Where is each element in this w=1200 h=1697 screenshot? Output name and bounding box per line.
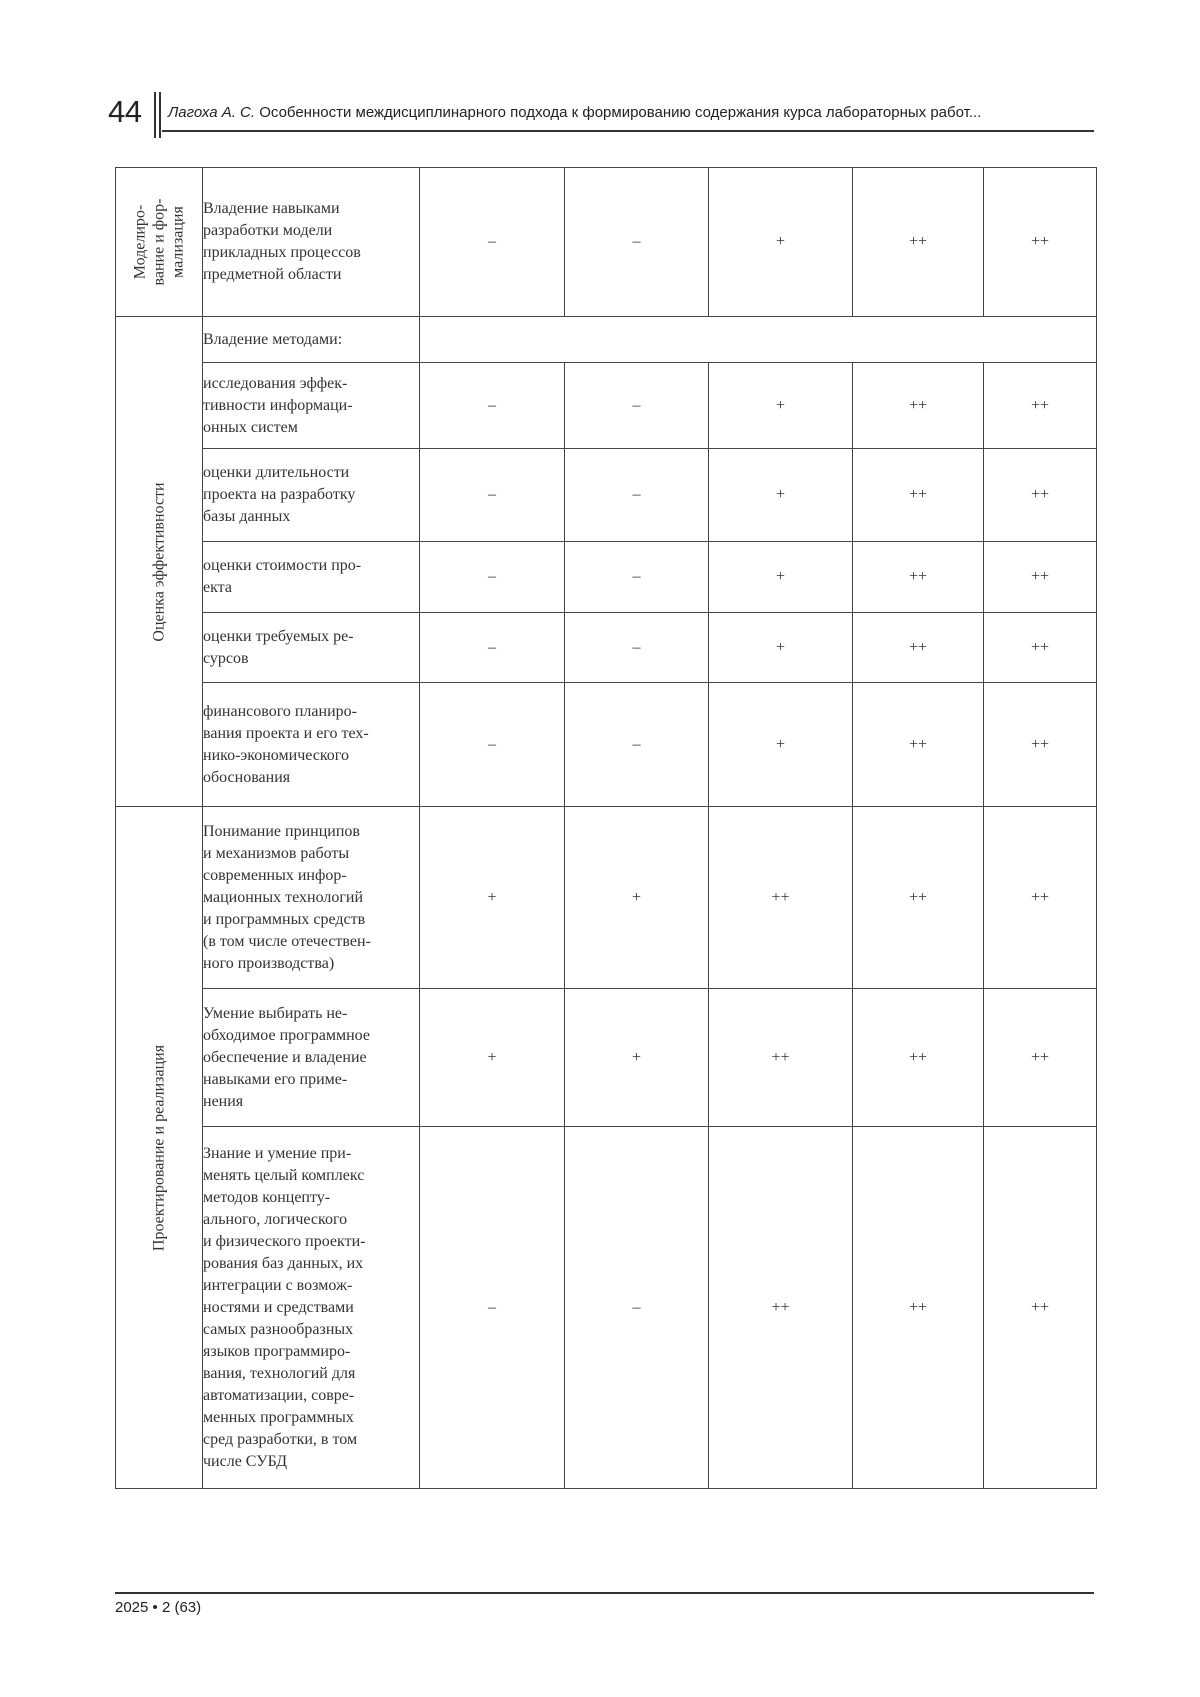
text-line: екта [203, 579, 232, 596]
mark-cell: – [565, 542, 709, 613]
text-line: числе СУБД [203, 1452, 288, 1470]
text-line: онных систем [203, 418, 298, 436]
mark-cell: ++ [853, 363, 984, 449]
text-line: оценки требуемых ре- [203, 627, 354, 645]
text-line: проекта на разработку [203, 486, 356, 503]
mark-cell: + [709, 542, 853, 613]
header-divider-bar [159, 92, 161, 138]
table-row [116, 449, 1097, 542]
category-label [131, 181, 188, 303]
table-row [116, 363, 1097, 449]
mark-cell: ++ [984, 989, 1097, 1127]
mark-cell: ++ [709, 989, 853, 1127]
header-divider-bar [154, 92, 156, 138]
mark-cell: ++ [984, 168, 1097, 317]
text-line: Знание и умение при- [203, 1144, 352, 1162]
text-line: вания проекта и его тех- [203, 724, 369, 742]
mark-cell: ++ [853, 1127, 984, 1489]
text-line: предметной области [203, 266, 342, 283]
mark-cell: ++ [853, 807, 984, 989]
skill-description [203, 807, 420, 989]
text-line: сред разработки, в том [203, 1430, 358, 1448]
mark-cell: – [420, 449, 565, 542]
text-line: Оценка эффективности [150, 481, 168, 642]
mark-cell: ++ [853, 989, 984, 1127]
mark-cell: ++ [853, 542, 984, 613]
page-header [108, 92, 1094, 136]
text-line: финансового планиро- [203, 702, 357, 720]
mark-cell: + [420, 989, 565, 1127]
text-line: обеспечение и владение [203, 1048, 367, 1066]
skill-description [203, 363, 420, 449]
text-line: Моделиро- [131, 204, 149, 280]
skill-description [203, 1127, 420, 1489]
table-row [116, 542, 1097, 613]
text-line: автоматизации, совре- [203, 1386, 355, 1404]
text-line: и физического проекти- [203, 1232, 366, 1250]
running-title-author: Лагоха А. С. [168, 104, 256, 121]
skill-description [203, 613, 420, 683]
text-line: и механизмов работы [203, 844, 350, 862]
text-line: мализация [169, 206, 187, 278]
mark-cell: ++ [984, 683, 1097, 807]
mark-cell: + [709, 683, 853, 807]
text-line: тивности информаци- [203, 396, 353, 414]
running-title-text: Особенности междисциплинарного подхода к формированию содержания курса лабораторных работ... [259, 104, 982, 121]
mark-cell: – [420, 542, 565, 613]
text-line: ного производства) [203, 954, 335, 972]
mark-cell: ++ [984, 613, 1097, 683]
mark-cell: ++ [984, 363, 1097, 449]
mark-cell: ++ [709, 1127, 853, 1489]
text-line: нико-экономического [203, 746, 349, 764]
mark-cell: + [709, 363, 853, 449]
text-line: навыками его приме- [203, 1070, 348, 1088]
mark-cell: + [420, 807, 565, 989]
skill-description [203, 168, 420, 317]
text-line: (в том числе отечествен- [203, 932, 371, 950]
text-line: обходимое программное [203, 1026, 370, 1044]
text-line: и программных средств [203, 910, 366, 928]
mark-cell: + [709, 613, 853, 683]
competency-table [115, 167, 1097, 1489]
table-row [116, 807, 1097, 989]
text-line: сурсов [203, 649, 249, 667]
table-row [116, 683, 1097, 807]
text-line: Проектирование и реализация [150, 1044, 168, 1251]
text-line: вания, технологий для [203, 1364, 356, 1382]
table-row [116, 613, 1097, 683]
text-line: самых разнообразных [203, 1320, 354, 1338]
text-line: интеграции с возмож- [203, 1276, 353, 1294]
mark-cell: – [420, 613, 565, 683]
text-line: оценки стоимости про- [203, 557, 362, 574]
category-cell [116, 168, 203, 317]
text-line: исследования эффек- [203, 374, 348, 392]
text-line: Владение навыками [203, 200, 340, 217]
text-line: вание и фор- [150, 198, 168, 286]
mark-cell: – [420, 168, 565, 317]
text-line: разработки модели [203, 222, 333, 239]
text-line: ностями и средствами [203, 1298, 354, 1316]
page-number: 44 [108, 94, 142, 129]
text-line: мационных технологий [203, 888, 364, 906]
text-line: Умение выбирать не- [203, 1004, 348, 1022]
table-row [116, 1127, 1097, 1489]
mark-cell: – [565, 683, 709, 807]
text-line: современных инфор- [203, 866, 347, 884]
text-line: методов концепту- [203, 1188, 331, 1206]
footer-rule [115, 1592, 1094, 1594]
text-line: оценки длительности [203, 464, 350, 481]
mark-cell: ++ [984, 542, 1097, 613]
mark-cell: + [565, 989, 709, 1127]
table-row [116, 989, 1097, 1127]
header-rule [162, 130, 1094, 132]
footer-issue: 2025 • 2 (63) [115, 1599, 202, 1616]
mark-cell: ++ [984, 1127, 1097, 1489]
skill-description [203, 542, 420, 613]
text-line: прикладных процессов [203, 244, 361, 261]
mark-cell: ++ [984, 449, 1097, 542]
table-row [116, 317, 1097, 363]
mark-cell: – [565, 168, 709, 317]
empty-merged-cell [420, 317, 1097, 363]
skill-description [203, 989, 420, 1127]
text-line: рования баз данных, их [203, 1254, 364, 1272]
category-label [150, 673, 169, 1623]
mark-cell: ++ [853, 613, 984, 683]
mark-cell: – [565, 1127, 709, 1489]
table-row [116, 168, 1097, 317]
mark-cell: – [565, 613, 709, 683]
mark-cell: + [709, 168, 853, 317]
text-line: нения [203, 1092, 244, 1110]
mark-cell: + [565, 807, 709, 989]
text-line: менять целый комплекс [203, 1166, 365, 1184]
text-line: ального, логического [203, 1210, 348, 1228]
text-line: базы данных [203, 508, 291, 525]
mark-cell: – [420, 363, 565, 449]
running-title [168, 104, 981, 121]
mark-cell: ++ [853, 449, 984, 542]
mark-cell: ++ [709, 807, 853, 989]
text-line: менных программных [203, 1408, 354, 1426]
mark-cell: – [420, 683, 565, 807]
mark-cell: ++ [984, 807, 1097, 989]
mark-cell: – [420, 1127, 565, 1489]
skill-description [203, 683, 420, 807]
mark-cell: – [565, 363, 709, 449]
mark-cell: ++ [853, 683, 984, 807]
mark-cell: – [565, 449, 709, 542]
intro-cell: Владение методами: [203, 317, 420, 363]
mark-cell: + [709, 449, 853, 542]
mark-cell: ++ [853, 168, 984, 317]
text-line: обоснования [203, 768, 291, 786]
text-line: языков программиро- [203, 1342, 351, 1360]
skill-description [203, 449, 420, 542]
category-cell [116, 807, 203, 1489]
text-line: Понимание принципов [203, 822, 360, 840]
